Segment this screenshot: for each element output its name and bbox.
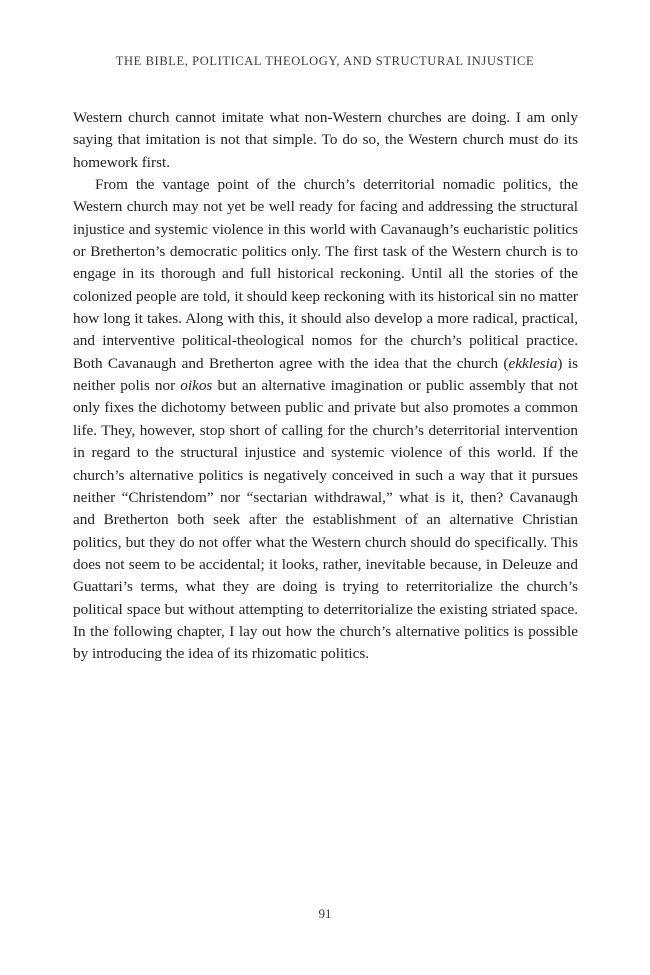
page-number: 91 [318, 906, 332, 921]
paragraph-text: From the vantage point of the church’s deterritorial nomadic politics, the Western church may not yet be well ready for facing and addressing the structural injustice and systemic violence in this world with Cavanaugh’s eucharistic politics or Bretherton’s democratic politics only. The first task of the Western church is to engage in its thorough and full historical reckoning. Until all the stories of the colonized people are told, it should keep reckoning with its historical sin no matter how long it takes. Along with this, it should also develop a more radical, practical, and interventive political-theological nomos for the church’s political practice. Both Cavanaugh and Bretherton agree with the idea that the church ( [73, 176, 578, 372]
italic-term-ekklesia: ekklesia [508, 354, 558, 372]
running-head: THE BIBLE, POLITICAL THEOLOGY, AND STRUCTURAL INJUSTICE [115, 54, 535, 68]
paragraph-text: ) is neither polis nor [73, 354, 579, 395]
body-text [73, 107, 578, 666]
paragraph-continued: Western church cannot imitate what non-Western churches are doing. I am only saying that imitation is not that simple. To do so, the Western church must do its homework first. [73, 109, 578, 171]
paragraph [73, 174, 578, 666]
italic-term-oikos: oikos [180, 377, 213, 395]
paragraph-text: but an alternative imagination or public assembly that not only fixes the dichotomy between public and private but also promotes a common life. They, however, stop short of calling for the church’s deterritorial intervention in regard to the structural injustice and systemic violence of this world. If the church’s alternative politics is negatively conceived in such a way that it pursues neither “Christendom” nor “sectarian withdrawal,” what is it, then? Cavanaugh and Bretherton both seek after the establishment of an alternative Christian politics, but they do not offer what the Western church should do specifically. This does not seem to be accidental; it looks, rather, inevitable because, in Deleuze and Guattari’s terms, what they are doing is trying to reterritorialize the church’s political space but without attempting to deterritorialize the existing striated space. In the following chapter, I lay out how the church’s alternative politics is possible by introducing the idea of its rhizomatic politics. [73, 377, 578, 663]
